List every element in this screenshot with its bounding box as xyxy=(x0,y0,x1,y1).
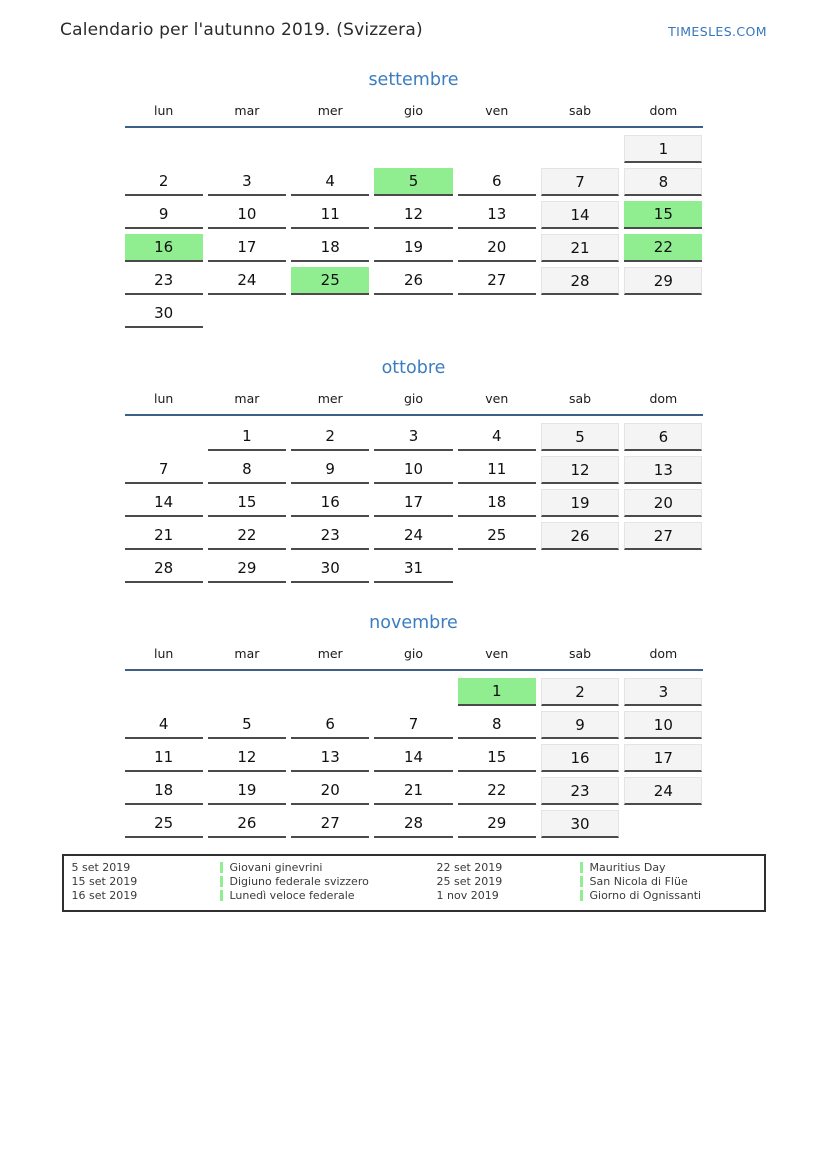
day-cell: 24 xyxy=(208,267,286,295)
day-cell: 18 xyxy=(291,234,369,262)
month-grid xyxy=(125,678,703,838)
day-cell-empty xyxy=(458,555,536,583)
weekday-label: sab xyxy=(569,646,592,661)
weekday-label: dom xyxy=(649,646,678,661)
day-cell: 12 xyxy=(374,201,452,229)
holiday-marker-icon xyxy=(220,862,223,873)
day-cell: 16 xyxy=(125,234,203,262)
day-cell: 22 xyxy=(458,777,536,805)
day-cell: 13 xyxy=(624,456,702,484)
day-cell-empty xyxy=(374,135,452,163)
holiday-legend xyxy=(62,854,766,912)
day-cell: 27 xyxy=(291,810,369,838)
day-cell-empty xyxy=(541,555,619,583)
day-cell: 14 xyxy=(374,744,452,772)
weekday-label: ven xyxy=(485,646,509,661)
weekday-label: dom xyxy=(649,391,678,406)
day-cell: 3 xyxy=(624,678,702,706)
day-cell-empty xyxy=(291,300,369,328)
page-header xyxy=(0,0,827,40)
day-cell: 23 xyxy=(291,522,369,550)
day-cell: 16 xyxy=(541,744,619,772)
holiday-marker-icon xyxy=(580,890,583,901)
day-cell-empty xyxy=(208,678,286,706)
weekday-label: mar xyxy=(234,391,260,406)
day-cell: 21 xyxy=(125,522,203,550)
day-cell: 14 xyxy=(125,489,203,517)
legend-entry-name xyxy=(580,889,756,903)
day-cell: 8 xyxy=(624,168,702,196)
day-cell: 7 xyxy=(125,456,203,484)
weekday-label: gio xyxy=(403,391,424,406)
day-cell: 25 xyxy=(458,522,536,550)
day-cell-empty xyxy=(291,135,369,163)
day-cell: 6 xyxy=(458,168,536,196)
day-cell: 29 xyxy=(208,555,286,583)
day-cell-empty xyxy=(125,423,203,451)
weekday-label: ven xyxy=(485,103,509,118)
weekday-label: lun xyxy=(153,646,174,661)
day-cell: 14 xyxy=(541,201,619,229)
day-cell: 30 xyxy=(291,555,369,583)
day-cell: 1 xyxy=(208,423,286,451)
day-cell: 11 xyxy=(458,456,536,484)
day-cell: 18 xyxy=(458,489,536,517)
page-title: Calendario per l'autunno 2019. (Svizzera) xyxy=(60,20,423,40)
day-cell: 4 xyxy=(291,168,369,196)
day-cell: 22 xyxy=(624,234,702,262)
weekday-label: mer xyxy=(317,646,343,661)
day-cell: 15 xyxy=(624,201,702,229)
day-cell-empty xyxy=(458,135,536,163)
day-cell-empty xyxy=(208,135,286,163)
day-cell: 21 xyxy=(374,777,452,805)
legend-entry-label: Lunedì veloce federale xyxy=(229,889,355,902)
holiday-marker-icon xyxy=(580,876,583,887)
day-cell-empty xyxy=(374,678,452,706)
day-cell: 27 xyxy=(458,267,536,295)
day-cell: 28 xyxy=(541,267,619,295)
month-grid xyxy=(125,135,703,328)
legend-entry-date: 22 set 2019 xyxy=(436,861,503,874)
day-cell-empty xyxy=(458,300,536,328)
day-cell: 24 xyxy=(374,522,452,550)
weekday-label: sab xyxy=(569,391,592,406)
day-cell: 5 xyxy=(541,423,619,451)
day-cell: 19 xyxy=(208,777,286,805)
day-cell-empty xyxy=(624,300,702,328)
legend-entry-name xyxy=(580,861,756,875)
day-cell: 3 xyxy=(208,168,286,196)
day-cell-empty xyxy=(125,678,203,706)
day-cell: 5 xyxy=(208,711,286,739)
day-cell: 28 xyxy=(374,810,452,838)
day-cell-empty xyxy=(541,135,619,163)
day-cell: 22 xyxy=(208,522,286,550)
legend-entry-date: 1 nov 2019 xyxy=(436,889,499,902)
day-cell: 15 xyxy=(208,489,286,517)
legend-entry-label: Giovani ginevrini xyxy=(229,861,323,874)
day-cell: 2 xyxy=(291,423,369,451)
day-cell: 2 xyxy=(541,678,619,706)
day-cell: 9 xyxy=(541,711,619,739)
day-cell-empty xyxy=(208,300,286,328)
day-cell: 3 xyxy=(374,423,452,451)
site-link[interactable]: TIMESLES.COM xyxy=(668,24,767,39)
day-cell: 13 xyxy=(291,744,369,772)
day-cell: 7 xyxy=(374,711,452,739)
day-cell: 11 xyxy=(125,744,203,772)
month-novembre xyxy=(125,613,703,838)
weekday-label: dom xyxy=(649,103,678,118)
month-title: novembre xyxy=(369,613,458,633)
day-cell: 11 xyxy=(291,201,369,229)
day-cell: 31 xyxy=(374,555,452,583)
day-cell: 26 xyxy=(374,267,452,295)
day-cell: 6 xyxy=(624,423,702,451)
month-settembre xyxy=(125,70,703,328)
legend-entry-label: Giorno di Ognissanti xyxy=(589,889,702,902)
day-cell: 25 xyxy=(291,267,369,295)
day-cell: 23 xyxy=(541,777,619,805)
day-cell: 4 xyxy=(458,423,536,451)
weekday-label: ven xyxy=(485,391,509,406)
months-container xyxy=(125,70,703,838)
day-cell: 9 xyxy=(291,456,369,484)
day-cell: 4 xyxy=(125,711,203,739)
day-cell: 18 xyxy=(125,777,203,805)
weekday-header-row xyxy=(125,391,703,416)
weekday-label: mar xyxy=(234,646,260,661)
month-ottobre xyxy=(125,358,703,583)
legend-entry-date: 16 set 2019 xyxy=(71,889,138,902)
weekday-header-row xyxy=(125,103,703,128)
month-grid xyxy=(125,423,703,583)
legend-entry-date: 5 set 2019 xyxy=(71,861,131,874)
day-cell: 19 xyxy=(541,489,619,517)
day-cell: 12 xyxy=(541,456,619,484)
day-cell: 28 xyxy=(125,555,203,583)
day-cell: 15 xyxy=(458,744,536,772)
weekday-label: gio xyxy=(403,103,424,118)
day-cell: 27 xyxy=(624,522,702,550)
weekday-label: gio xyxy=(403,646,424,661)
day-cell: 29 xyxy=(624,267,702,295)
holiday-marker-icon xyxy=(220,890,223,901)
day-cell: 1 xyxy=(624,135,702,163)
day-cell: 6 xyxy=(291,711,369,739)
day-cell: 10 xyxy=(208,201,286,229)
day-cell: 5 xyxy=(374,168,452,196)
day-cell: 30 xyxy=(541,810,619,838)
day-cell: 10 xyxy=(624,711,702,739)
day-cell: 20 xyxy=(291,777,369,805)
legend-entry-name xyxy=(220,861,437,875)
legend-entry-label: Mauritius Day xyxy=(589,861,666,874)
day-cell: 25 xyxy=(125,810,203,838)
day-cell: 29 xyxy=(458,810,536,838)
day-cell-empty xyxy=(624,555,702,583)
day-cell: 12 xyxy=(208,744,286,772)
holiday-marker-icon xyxy=(220,876,223,887)
day-cell: 2 xyxy=(125,168,203,196)
day-cell: 20 xyxy=(624,489,702,517)
weekday-label: lun xyxy=(153,103,174,118)
day-cell: 19 xyxy=(374,234,452,262)
day-cell: 26 xyxy=(208,810,286,838)
weekday-label: sab xyxy=(569,103,592,118)
weekday-label: mar xyxy=(234,103,260,118)
day-cell: 30 xyxy=(125,300,203,328)
day-cell: 17 xyxy=(208,234,286,262)
weekday-header-row xyxy=(125,646,703,671)
day-cell: 26 xyxy=(541,522,619,550)
day-cell: 24 xyxy=(624,777,702,805)
day-cell: 9 xyxy=(125,201,203,229)
legend-entry-name xyxy=(220,889,437,903)
legend-entry-label: Digiuno federale svizzero xyxy=(229,875,369,888)
weekday-label: mer xyxy=(317,103,343,118)
day-cell: 17 xyxy=(374,489,452,517)
day-cell: 17 xyxy=(624,744,702,772)
day-cell: 16 xyxy=(291,489,369,517)
day-cell-empty xyxy=(125,135,203,163)
day-cell: 7 xyxy=(541,168,619,196)
day-cell: 20 xyxy=(458,234,536,262)
day-cell: 1 xyxy=(458,678,536,706)
legend-entry-date: 25 set 2019 xyxy=(436,875,503,888)
legend-entry-date: 15 set 2019 xyxy=(71,875,138,888)
day-cell: 8 xyxy=(458,711,536,739)
month-title: settembre xyxy=(368,70,459,90)
weekday-label: mer xyxy=(317,391,343,406)
day-cell: 23 xyxy=(125,267,203,295)
day-cell-empty xyxy=(291,678,369,706)
month-title: ottobre xyxy=(381,358,446,378)
day-cell: 10 xyxy=(374,456,452,484)
weekday-label: lun xyxy=(153,391,174,406)
day-cell-empty xyxy=(624,810,702,838)
day-cell: 21 xyxy=(541,234,619,262)
holiday-marker-icon xyxy=(580,862,583,873)
legend-entry-label: San Nicola di Flüe xyxy=(589,875,688,888)
day-cell-empty xyxy=(374,300,452,328)
legend-entry-name xyxy=(220,875,437,889)
day-cell-empty xyxy=(541,300,619,328)
day-cell: 8 xyxy=(208,456,286,484)
day-cell: 13 xyxy=(458,201,536,229)
legend-entry-name xyxy=(580,875,756,889)
